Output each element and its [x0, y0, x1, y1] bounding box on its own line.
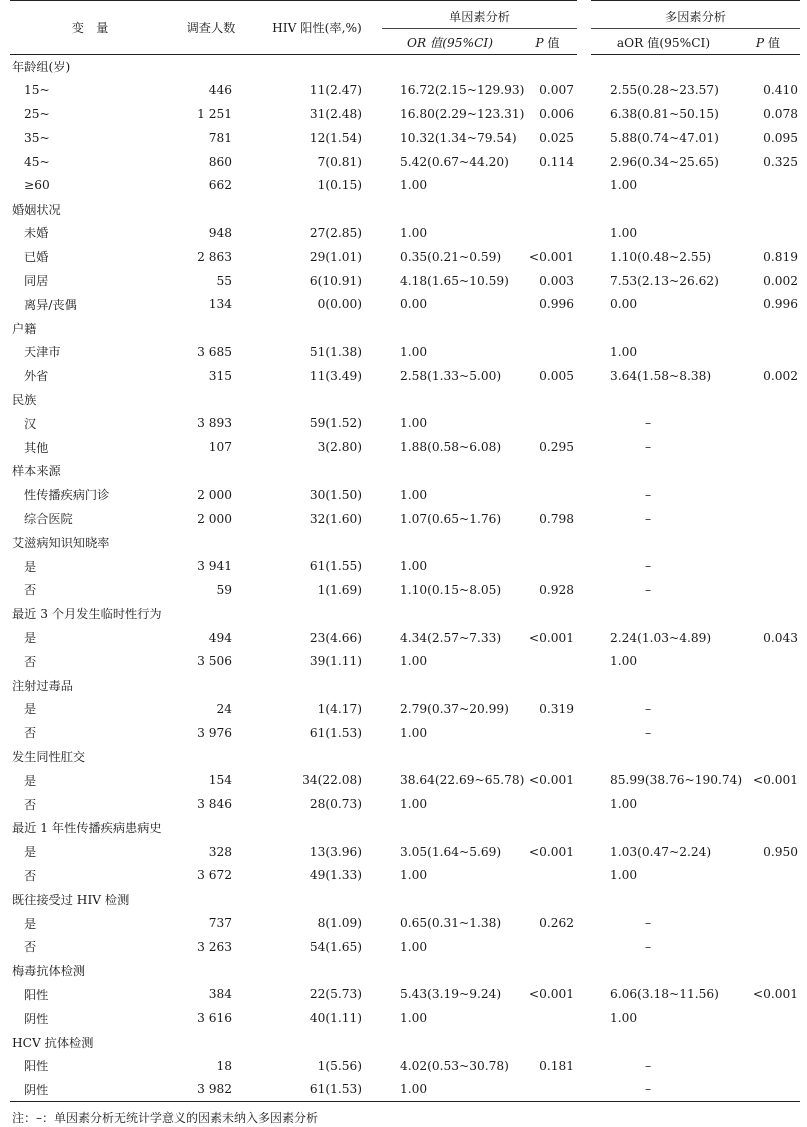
- or-ci: 1.00: [400, 797, 428, 812]
- category-label: 最近 1 年性传播疾病患病史: [12, 821, 162, 836]
- adjusted-p-value: [736, 507, 800, 531]
- survey-count: 1 251: [197, 106, 232, 121]
- row-label: 是: [24, 631, 37, 646]
- adjusted-p-value: [736, 792, 800, 816]
- table-row: [10, 173, 800, 197]
- category-label: 户籍: [12, 321, 37, 336]
- aor-ci: 0.00: [610, 297, 638, 312]
- or-ci: 1.00: [400, 725, 428, 740]
- category-label: 艾滋病知识知晓率: [12, 535, 110, 550]
- table-container: [10, 0, 800, 1126]
- aor-ci: 2.24(1.03~4.89): [610, 630, 712, 645]
- survey-count: 18: [216, 1058, 232, 1073]
- adjusted-p-value: 0.325: [763, 154, 798, 169]
- p-value: <0.001: [528, 987, 574, 1002]
- aor-ci: –: [644, 939, 652, 954]
- table-row: [10, 554, 800, 578]
- row-label: 天津市: [24, 345, 61, 360]
- row-label: ≥60: [24, 178, 50, 193]
- survey-count: 3 672: [197, 868, 232, 883]
- adjusted-p-value: 0.410: [763, 83, 798, 98]
- p-value: <0.001: [528, 630, 574, 645]
- adjusted-p-value: 0.819: [763, 249, 798, 264]
- table-row: [10, 245, 800, 269]
- table-row: [10, 1006, 800, 1030]
- aor-ci: 6.38(0.81~50.15): [610, 106, 719, 121]
- p-value: [518, 792, 584, 816]
- p-value: [518, 554, 584, 578]
- or-ci: 1.00: [400, 344, 428, 359]
- hiv-positive-rate: 34(22.08): [302, 773, 362, 788]
- row-label: 阴性: [10, 1078, 170, 1102]
- or-ci: 16.80(2.29~123.31): [400, 106, 525, 121]
- adjusted-p-value: [736, 697, 800, 721]
- survey-count: 3 616: [197, 1011, 232, 1026]
- or-ci: 1.00: [400, 654, 428, 669]
- aor-ci: 1.00: [610, 344, 638, 359]
- table-row: [10, 292, 800, 316]
- survey-count: 2 000: [197, 511, 232, 526]
- or-ci: 3.05(1.64~5.69): [400, 844, 502, 859]
- category-label: 注射过毒品: [12, 678, 73, 693]
- table-row: [10, 126, 800, 150]
- p-value: [518, 721, 584, 745]
- table-row: [10, 935, 800, 959]
- category-label: 样本来源: [12, 464, 61, 479]
- or-ci: 16.72(2.15~129.93): [400, 83, 525, 98]
- aor-ci: 2.96(0.34~25.65): [610, 154, 719, 169]
- survey-count: 662: [208, 178, 232, 193]
- p-value: [518, 935, 584, 959]
- hiv-positive-rate: 30(1.50): [309, 487, 362, 502]
- aor-ci: –: [584, 1078, 736, 1102]
- survey-count: 3 685: [197, 344, 232, 359]
- category-label: 发生同性肛交: [12, 750, 86, 764]
- aor-ci: –: [644, 416, 652, 431]
- table-row: [10, 840, 800, 864]
- category-label: HCV 抗体检测: [12, 1035, 94, 1050]
- category-label: 年龄组(岁): [12, 60, 71, 75]
- aor-ci: –: [644, 1058, 652, 1073]
- hiv-positive-rate: 40(1.11): [309, 1011, 362, 1026]
- hiv-positive-rate: 23(4.66): [309, 630, 362, 645]
- row-label: 同居: [24, 274, 49, 289]
- hiv-positive-rate: 1(5.56): [317, 1058, 362, 1073]
- aor-ci: 7.53(2.13~26.62): [610, 273, 719, 288]
- hiv-positive-rate: 3(2.80): [317, 440, 362, 455]
- category-row: [10, 887, 800, 911]
- header-p: P 值: [518, 29, 584, 55]
- row-label: 未婚: [24, 226, 49, 241]
- p-value: 0.006: [539, 106, 574, 121]
- adjusted-p-value: [736, 173, 800, 197]
- adjusted-p-value: 0.078: [763, 106, 798, 121]
- hiv-positive-rate: 8(1.09): [317, 916, 362, 931]
- hiv-positive-rate: 28(0.73): [309, 797, 362, 812]
- table-row: [10, 578, 800, 602]
- survey-count: 3 982: [170, 1078, 252, 1102]
- row-label: 是: [24, 559, 37, 574]
- table-row: [10, 649, 800, 673]
- category-row: [10, 55, 800, 79]
- p-value: 0.005: [539, 368, 574, 383]
- aor-ci: 6.06(3.18~11.56): [610, 987, 719, 1002]
- hiv-positive-rate: 27(2.85): [309, 225, 362, 240]
- adjusted-p-value: 0.002: [763, 273, 798, 288]
- adjusted-p-value: [736, 578, 800, 602]
- survey-count: 3 846: [197, 797, 232, 812]
- table-row: [10, 150, 800, 174]
- table-row: [10, 1054, 800, 1078]
- row-label: 否: [24, 726, 37, 741]
- or-ci: 1.00: [400, 487, 428, 502]
- adjusted-p-value: <0.001: [752, 773, 798, 788]
- category-row: [10, 602, 800, 626]
- category-row: [10, 530, 800, 554]
- row-label: 综合医院: [24, 512, 73, 527]
- p-value: 0.996: [539, 297, 574, 312]
- row-label: 已婚: [24, 250, 49, 265]
- aor-ci: 1.00: [610, 178, 638, 193]
- aor-ci: 1.00: [610, 225, 638, 240]
- survey-count: 2 863: [197, 249, 232, 264]
- row-label: 阳性: [24, 1059, 49, 1074]
- category-row: [10, 459, 800, 483]
- hiv-positive-rate: 61(1.53): [309, 725, 362, 740]
- hiv-positive-rate: 7(0.81): [317, 154, 362, 169]
- p-value: 0.319: [539, 701, 574, 716]
- aor-ci: –: [644, 559, 652, 574]
- survey-count: 384: [208, 987, 232, 1002]
- or-ci: 0.00: [400, 297, 428, 312]
- hiv-positive-rate: 61(1.53): [252, 1078, 382, 1102]
- p-value: [518, 411, 584, 435]
- p-value: [518, 483, 584, 507]
- or-ci: 2.79(0.37~20.99): [400, 701, 509, 716]
- aor-ci: –: [644, 701, 652, 716]
- survey-count: 737: [208, 916, 232, 931]
- category-label: 民族: [12, 393, 37, 408]
- hiv-positive-rate: 51(1.38): [309, 344, 362, 359]
- adjusted-p-value: [736, 935, 800, 959]
- row-label: 35~: [24, 130, 50, 145]
- hiv-positive-rate: 39(1.11): [309, 654, 362, 669]
- aor-ci: 5.88(0.74~47.01): [610, 130, 719, 145]
- row-label: 性传播疾病门诊: [24, 488, 110, 503]
- hiv-positive-rate: 0(0.00): [317, 297, 362, 312]
- aor-ci: –: [644, 725, 652, 740]
- p-value: <0.001: [528, 844, 574, 859]
- table-row: [10, 792, 800, 816]
- aor-ci: 85.99(38.76~190.74): [610, 773, 743, 788]
- row-label: 阳性: [24, 987, 49, 1002]
- hiv-positive-rate: 1(4.17): [317, 701, 362, 716]
- hiv-positive-rate: 11(2.47): [309, 83, 362, 98]
- adjusted-p-value: [736, 1054, 800, 1078]
- aor-ci: 1.03(0.47~2.24): [610, 844, 712, 859]
- adjusted-p-value: [736, 1006, 800, 1030]
- table-row: [10, 1078, 800, 1102]
- header-univariate: 单因素分析: [382, 1, 584, 29]
- adjusted-p-value: 0.095: [763, 130, 798, 145]
- row-label: 15~: [24, 83, 50, 98]
- or-ci: 5.43(3.19~9.24): [400, 987, 502, 1002]
- or-ci: 1.00: [400, 559, 428, 574]
- row-label: 离异/丧偶: [24, 297, 77, 312]
- or-ci: 1.10(0.15~8.05): [400, 582, 502, 597]
- hiv-positive-rate: 32(1.60): [309, 511, 362, 526]
- survey-count: 494: [208, 630, 232, 645]
- adjusted-p-value: [736, 411, 800, 435]
- category-label: 梅毒抗体检测: [12, 964, 86, 979]
- header-n: 调查人数: [170, 1, 252, 55]
- row-label: 阴性: [24, 1011, 49, 1026]
- adjusted-p-value: [736, 1078, 800, 1102]
- table-row: [10, 340, 800, 364]
- header-or: OR 值(95%CI): [382, 29, 518, 55]
- p-value: <0.001: [528, 249, 574, 264]
- hiv-positive-rate: 1(1.69): [317, 582, 362, 597]
- p-value: 0.798: [539, 511, 574, 526]
- survey-count: 134: [208, 297, 232, 312]
- aor-ci: –: [644, 582, 652, 597]
- row-label: 否: [24, 868, 37, 883]
- or-ci: 0.65(0.31~1.38): [400, 916, 502, 931]
- row-label: 其他: [24, 440, 49, 455]
- table-row: [10, 221, 800, 245]
- category-row: [10, 1030, 800, 1054]
- aor-ci: 2.55(0.28~23.57): [610, 83, 719, 98]
- survey-count: 3 506: [197, 654, 232, 669]
- row-label: 是: [24, 916, 37, 931]
- adjusted-p-value: 0.002: [763, 368, 798, 383]
- survey-count: 2 000: [197, 487, 232, 502]
- adjusted-p-value: [736, 483, 800, 507]
- header-aor: aOR 值(95%CI): [584, 29, 736, 55]
- hiv-positive-rate: 13(3.96): [309, 844, 362, 859]
- table-row: [10, 983, 800, 1007]
- adjusted-p-value: 0.996: [763, 297, 798, 312]
- or-ci: 10.32(1.34~79.54): [400, 130, 517, 145]
- adjusted-p-value: [736, 340, 800, 364]
- row-label: 否: [24, 940, 37, 955]
- hiv-positive-rate: 54(1.65): [309, 939, 362, 954]
- table-row: [10, 269, 800, 293]
- or-ci: 4.34(2.57~7.33): [400, 630, 502, 645]
- or-ci: 1.00: [382, 1078, 518, 1102]
- or-ci: 1.00: [400, 939, 428, 954]
- aor-ci: –: [644, 916, 652, 931]
- survey-count: 107: [208, 440, 232, 455]
- or-ci: 5.42(0.67~44.20): [400, 154, 509, 169]
- p-value: [518, 864, 584, 888]
- survey-count: 3 976: [197, 725, 232, 740]
- p-value: 0.114: [539, 154, 574, 169]
- table-header: [10, 1, 800, 55]
- row-label: 25~: [24, 106, 50, 121]
- survey-count: 781: [208, 130, 232, 145]
- adjusted-p-value: [736, 221, 800, 245]
- adjusted-p-value: 0.043: [763, 630, 798, 645]
- adjusted-p-value: [736, 721, 800, 745]
- hiv-positive-rate: 61(1.55): [309, 559, 362, 574]
- adjusted-p-value: [736, 554, 800, 578]
- aor-ci: 1.00: [610, 1011, 638, 1026]
- aor-ci: 3.64(1.58~8.38): [610, 368, 712, 383]
- category-row: [10, 745, 800, 769]
- aor-ci: 1.10(0.48~2.55): [610, 249, 712, 264]
- or-ci: 1.00: [400, 1011, 428, 1026]
- survey-count: 55: [216, 273, 232, 288]
- table-row: [10, 864, 800, 888]
- or-ci: 4.18(1.65~10.59): [400, 273, 509, 288]
- survey-count: 24: [216, 701, 232, 716]
- or-ci: 1.00: [400, 416, 428, 431]
- hiv-positive-rate: 12(1.54): [309, 130, 362, 145]
- row-label: 是: [24, 702, 37, 717]
- header-hiv-positive: HIV 阳性(率,%): [252, 1, 382, 55]
- or-ci: 1.00: [400, 868, 428, 883]
- risk-factor-table: [10, 0, 800, 1102]
- aor-ci: 1.00: [610, 797, 638, 812]
- category-row: [10, 816, 800, 840]
- row-label: 外省: [24, 369, 49, 384]
- survey-count: 3 263: [197, 939, 232, 954]
- row-label: 45~: [24, 154, 50, 169]
- row-label: 否: [24, 583, 37, 598]
- header-adjusted-p: P 值: [736, 29, 800, 55]
- survey-count: 3 893: [197, 416, 232, 431]
- table-body: [10, 55, 800, 1102]
- table-row: [10, 721, 800, 745]
- adjusted-p-value: [736, 435, 800, 459]
- or-ci: 2.58(1.33~5.00): [400, 368, 502, 383]
- row-label: 汉: [24, 416, 37, 431]
- p-value: [518, 1078, 584, 1102]
- hiv-positive-rate: 49(1.33): [309, 868, 362, 883]
- adjusted-p-value: [736, 649, 800, 673]
- p-value: [518, 173, 584, 197]
- survey-count: 948: [208, 225, 232, 240]
- p-value: [518, 649, 584, 673]
- aor-ci: –: [644, 487, 652, 502]
- p-value: 0.295: [539, 440, 574, 455]
- p-value: [518, 221, 584, 245]
- adjusted-p-value: <0.001: [752, 987, 798, 1002]
- table-row: [10, 78, 800, 102]
- adjusted-p-value: [736, 864, 800, 888]
- hiv-positive-rate: 22(5.73): [309, 987, 362, 1002]
- category-row: [10, 316, 800, 340]
- or-ci: 1.07(0.65~1.76): [400, 511, 502, 526]
- table-note: 注：–：单因素分析无统计学意义的因素未纳入多因素分析: [12, 1111, 319, 1126]
- survey-count: 315: [208, 368, 232, 383]
- p-value: [518, 1006, 584, 1030]
- table-row: [10, 364, 800, 388]
- or-ci: 0.35(0.21~0.59): [400, 249, 502, 264]
- category-label: 最近 3 个月发生临时性行为: [12, 607, 162, 622]
- p-value: [518, 340, 584, 364]
- adjusted-p-value: [736, 911, 800, 935]
- survey-count: 860: [208, 154, 232, 169]
- p-value: 0.262: [539, 916, 574, 931]
- hiv-positive-rate: 6(10.91): [309, 273, 362, 288]
- table-row: [10, 911, 800, 935]
- table-row: [10, 697, 800, 721]
- row-label: 是: [24, 773, 37, 788]
- p-value: 0.025: [539, 130, 574, 145]
- aor-ci: –: [644, 511, 652, 526]
- hiv-positive-rate: 59(1.52): [309, 416, 362, 431]
- aor-ci: 1.00: [610, 654, 638, 669]
- hiv-positive-rate: 1(0.15): [317, 178, 362, 193]
- p-value: <0.001: [528, 773, 574, 788]
- aor-ci: –: [644, 440, 652, 455]
- or-ci: 38.64(22.69~65.78): [400, 773, 525, 788]
- table-row: [10, 483, 800, 507]
- p-value: 0.003: [539, 273, 574, 288]
- table-row: [10, 411, 800, 435]
- table-row: [10, 435, 800, 459]
- hiv-positive-rate: 11(3.49): [309, 368, 362, 383]
- survey-count: 3 941: [197, 559, 232, 574]
- header-variable: 变 量: [10, 1, 170, 55]
- aor-ci: 1.00: [610, 868, 638, 883]
- table-row: [10, 768, 800, 792]
- row-label: 是: [24, 845, 37, 860]
- survey-count: 446: [208, 83, 232, 98]
- category-row: [10, 959, 800, 983]
- survey-count: 328: [208, 844, 232, 859]
- category-row: [10, 388, 800, 412]
- row-label: 否: [24, 654, 37, 669]
- table-row: [10, 507, 800, 531]
- hiv-positive-rate: 29(1.01): [309, 249, 362, 264]
- adjusted-p-value: 0.950: [763, 844, 798, 859]
- header-multivariate: 多因素分析: [584, 1, 800, 29]
- row-label: 否: [24, 797, 37, 812]
- or-ci: 4.02(0.53~30.78): [400, 1058, 509, 1073]
- table-row: [10, 102, 800, 126]
- p-value: 0.928: [539, 582, 574, 597]
- p-value: 0.007: [539, 83, 574, 98]
- table-row: [10, 626, 800, 650]
- survey-count: 59: [216, 582, 232, 597]
- category-row: [10, 673, 800, 697]
- survey-count: 154: [208, 773, 232, 788]
- or-ci: 1.00: [400, 225, 428, 240]
- hiv-positive-rate: 31(2.48): [309, 106, 362, 121]
- or-ci: 1.00: [400, 178, 428, 193]
- category-label: 既往接受过 HIV 检测: [12, 892, 130, 907]
- category-row: [10, 197, 800, 221]
- p-value: 0.181: [539, 1058, 574, 1073]
- category-label: 婚姻状况: [12, 202, 61, 217]
- or-ci: 1.88(0.58~6.08): [400, 440, 502, 455]
